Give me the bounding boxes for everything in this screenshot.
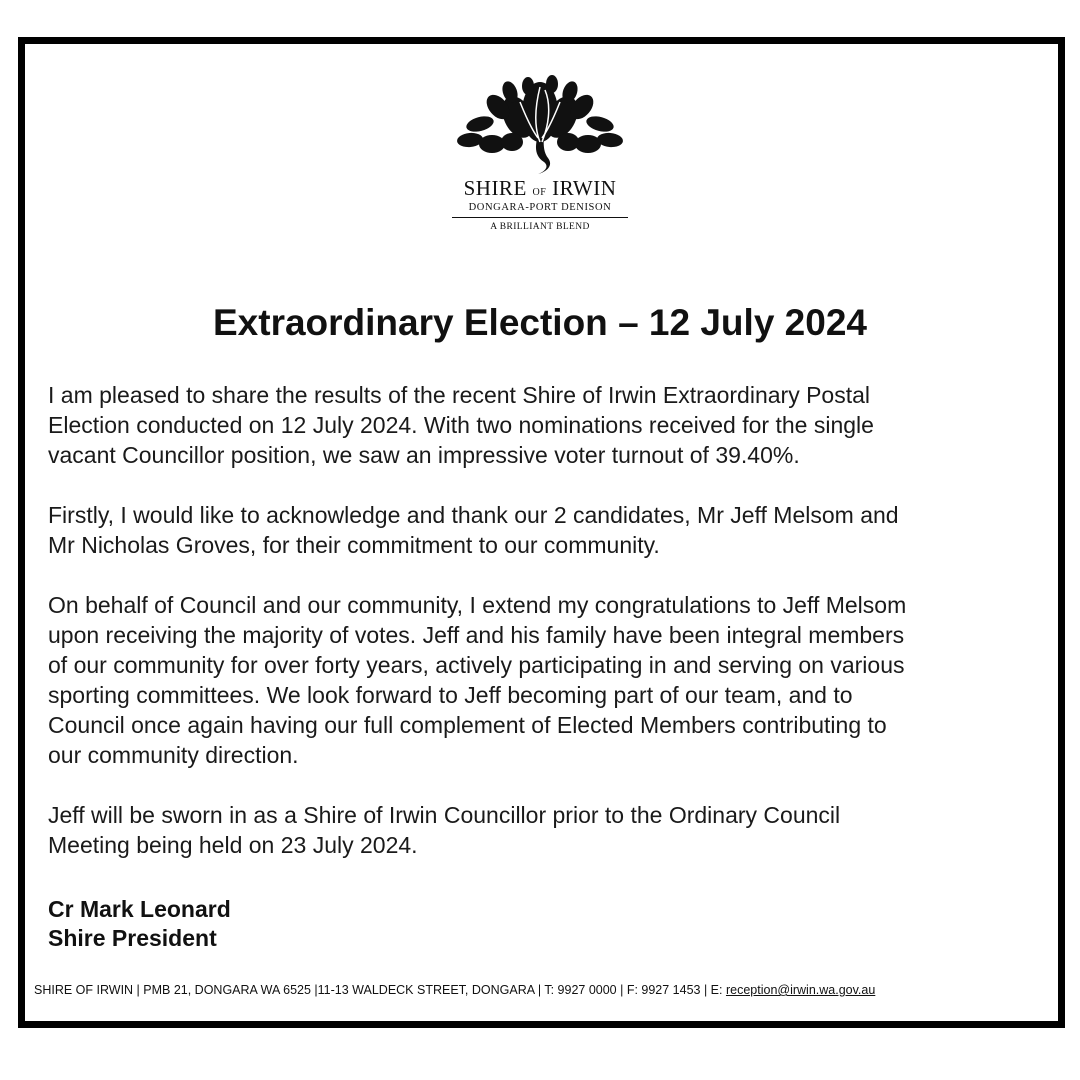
text-line: Meeting being held on 23 July 2024. xyxy=(48,832,418,858)
logo-subtitle: DONGARA-PORT DENISON xyxy=(468,202,612,213)
logo-tagline: A BRILLIANT BLEND xyxy=(490,222,590,232)
text-line: Election conducted on 12 July 2024. With two nominations received for the single xyxy=(48,412,874,438)
logo-name-shire: SHIRE xyxy=(463,176,527,200)
logo-name xyxy=(440,176,640,201)
shire-logo xyxy=(440,72,640,240)
logo-name-irwin: IRWIN xyxy=(552,176,617,200)
logo-divider xyxy=(452,217,628,218)
footer-email-link[interactable]: reception@irwin.wa.gov.au xyxy=(725,983,876,997)
text-line: Mr Nicholas Groves, for their commitment to our community. xyxy=(48,532,660,558)
text-line: of our community for over forty years, actively participating in and serving on various xyxy=(48,652,905,678)
logo-name-of: OF xyxy=(532,187,547,198)
signatory-role: Shire President xyxy=(48,925,217,951)
text-line: sporting committees. We look forward to Jeff becoming part of our team, and to xyxy=(48,682,853,708)
footer-contact xyxy=(34,983,875,997)
text-line: our community direction. xyxy=(48,742,299,768)
signatory-name: Cr Mark Leonard xyxy=(48,896,231,922)
signature-block xyxy=(48,895,231,953)
paragraph-acknowledgement xyxy=(48,500,899,560)
text-line: vacant Councillor position, we saw an impressive voter turnout of 39.40%. xyxy=(48,442,800,468)
text-line: upon receiving the majority of votes. Jeff and his family have been integral members xyxy=(48,622,905,648)
text-line: On behalf of Council and our community, I extend my congratulations to Jeff Melsom xyxy=(48,592,907,618)
text-line: Jeff will be sworn in as a Shire of Irwin Councillor prior to the Ordinary Council xyxy=(48,802,841,828)
paragraph-congratulations xyxy=(48,590,906,770)
text-line: I am pleased to share the results of the recent Shire of Irwin Extraordinary Postal xyxy=(48,382,871,408)
text-line: Firstly, I would like to acknowledge and thank our 2 candidates, Mr Jeff Melsom and xyxy=(48,502,899,528)
tree-emblem-icon xyxy=(440,72,640,177)
footer-address: SHIRE OF IRWIN | PMB 21, DONGARA WA 6525 |11-13 WALDECK STREET, DONGARA | T: 9927 0000 | F: 9927 1453 | E: xyxy=(34,983,726,997)
text-line: Council once again having our full complement of Elected Members contributing to xyxy=(48,712,887,738)
paragraph-swearing-in xyxy=(48,800,840,860)
paragraph-results xyxy=(48,380,874,470)
page-title: Extraordinary Election – 12 July 2024 xyxy=(213,302,867,343)
